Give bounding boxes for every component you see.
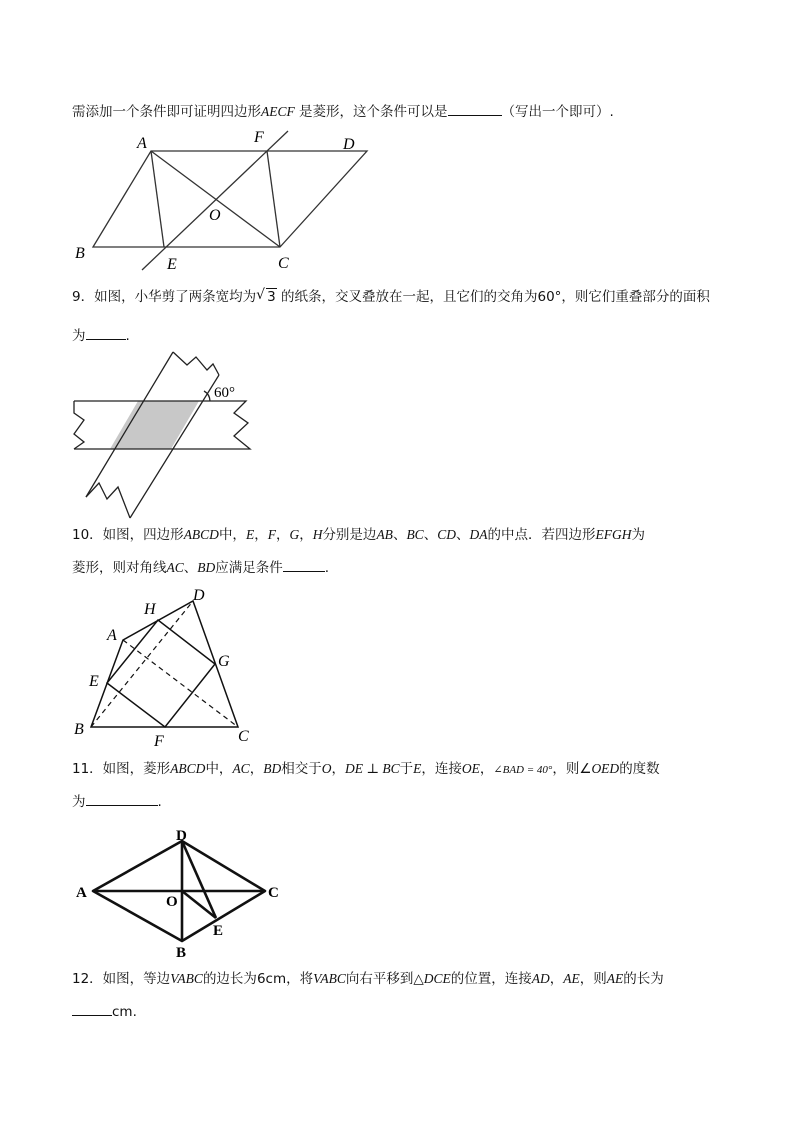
q10-sep1: ， [254,527,268,543]
q10-label-g: G [218,653,230,670]
q9-angle-text: 60° [537,289,562,305]
q10-h: H [312,527,323,542]
q12-t3: ，将 [286,971,314,987]
q9-line1-a: 9．如图，小华剪了两条宽均为 [72,289,257,305]
q11-abcd: ABCD [170,761,206,776]
q12-line2 [72,1001,137,1022]
q10-cd: CD [437,527,456,542]
q8-label-a: A [137,135,147,152]
q10-label-b: B [74,721,84,738]
q10-e: E [245,527,255,542]
q10-label-h: H [144,601,156,618]
q10-sep2: ， [275,527,290,543]
q10-efgh: EFGH [595,527,632,542]
q11-t5: ，连接 [421,761,462,777]
q10-t6: 菱形，则对角线 [72,560,167,576]
q8-label-d: D [343,136,355,153]
q11-sep2: ， [331,761,345,777]
q11-t4: 于 [399,761,414,777]
q12-tri2: VABC [313,971,346,986]
q9-line2-a: 为 [72,328,86,344]
q8-text-a: 需添加一个条件即可证明四边形 [72,104,261,120]
q10-t5: 为 [631,527,645,543]
q12-sep: ， [549,971,564,987]
q10-label-c: C [238,728,249,745]
q8-text-b: 是菱形，这个条件可以是 [294,104,448,120]
q8-text-c: （写出一个即可）. [501,104,614,120]
q10-t4: 的中点．若四边形 [487,527,596,543]
q11-oed: OED [591,761,620,776]
q10-dun3: 、 [455,527,470,543]
q10-sep3: ， [299,527,313,543]
q12-dce: DCE [423,971,451,986]
q8-label-b: B [75,245,85,262]
q10-bd: BD [197,560,216,575]
q12-end: . [132,1004,137,1020]
q11-label-a: A [76,885,87,901]
q11-o: O [321,761,332,776]
q10-t8: . [324,560,330,576]
q12-t5: 的位置，连接 [450,971,532,987]
q9-line1-c: ，则它们重叠部分的面积 [561,289,710,305]
q11-t9: . [157,794,162,810]
q12-t4: 向右平移到△ [345,971,424,987]
q10-t2: 中， [218,527,246,543]
q10-label-d: D [193,587,205,604]
q12-t6: ，则 [579,971,607,987]
q10-dun2: 、 [423,527,438,543]
q9-line1-b: 的纸条，交叉叠放在一起，且它们的交角为 [276,289,538,305]
q11-label-b: B [176,945,187,961]
q10-t1: 10．如图，四边形 [72,527,184,543]
q9-line2-b: . [125,328,130,344]
q8-label-f: F [254,129,264,146]
q10-bc: BC [406,527,424,542]
q11-t7: 的度数 [619,761,660,777]
q11-sep3: ， [479,761,494,777]
q9-sqrt-arg: 3 [267,289,276,305]
q11-sep1: ， [249,761,264,777]
q12-line1 [72,969,664,989]
q12-t1: 12．如图，等边 [72,971,171,987]
q11-label-e: E [213,923,224,939]
q10-abcd: ABCD [183,527,219,542]
q10-label-e: E [89,673,99,690]
q9-angle-label: 60° [214,385,235,401]
q8-label-e: E [167,256,177,273]
q10-t7: 应满足条件 [215,560,283,576]
q11-bad: ∠BAD = 40° [493,764,553,776]
q10-dun1: 、 [392,527,407,543]
q12-ae2: AE [606,971,624,986]
q11-ac: AC [232,761,250,776]
q12-t2: 的边长为 [202,971,257,987]
q11-t3: 相交于 [281,761,322,777]
q12-ad: AD [531,971,550,986]
q10-label-f: F [154,733,164,750]
q12-t7: 的长为 [623,971,664,987]
q11-t2: 中， [205,761,233,777]
q11-de-bc: DE ⊥ BC [344,761,400,776]
q10-f: F [267,527,276,542]
q11-t1: 11．如图，菱形 [72,761,171,777]
q8-label-o: O [209,207,221,224]
q11-oe: OE [461,761,480,776]
q9-sqrt: √ 3 [256,287,276,305]
q10-dun4: 、 [183,560,198,576]
q11-label-d: D [176,828,187,844]
q11-label-o: O [166,894,178,910]
q12-unit: cm [112,1004,133,1020]
q10-g: G [289,527,300,542]
q12-len: 6cm [256,971,287,987]
q12-tri1: VABC [170,971,203,986]
q11-t6: ，则∠ [552,761,592,777]
q10-ab: AB [376,527,393,542]
q8-label-c: C [278,255,289,272]
q11-t8: 为 [72,794,86,810]
q11-label-c: C [268,885,279,901]
q10-da: DA [469,527,488,542]
q11-bd: BD [263,761,282,776]
q10-ac: AC [166,560,184,575]
q12-answer-blank[interactable] [72,1001,112,1016]
q11-e: E [413,761,422,776]
q12-ae: AE [563,971,580,986]
q8-shape: AECF [261,104,295,119]
q10-t3: 分别是边 [322,527,377,543]
q10-label-a: A [107,627,117,644]
